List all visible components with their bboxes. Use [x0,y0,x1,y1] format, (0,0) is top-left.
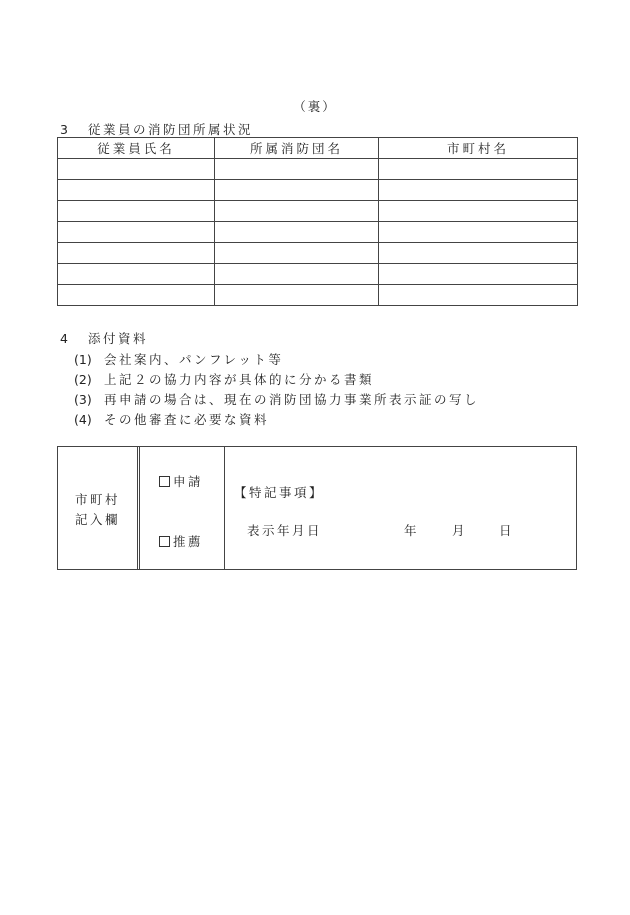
attachment-number: (2) [74,372,92,387]
section-3-title: 従業員の消防団所属状況 [88,122,254,137]
column-header-fire-brigade: 所属消防団名 [215,138,379,159]
section-4-heading [60,329,148,347]
employee-name-cell[interactable] [58,285,215,306]
section-4-title: 添付資料 [88,331,149,346]
box-divider [139,447,140,569]
municipality-cell[interactable] [379,285,578,306]
employee-name-cell[interactable] [58,159,215,180]
table-row [58,222,578,243]
display-date-label: 表示年月日 [247,523,323,538]
municipality-cell[interactable] [379,264,578,285]
fire-brigade-cell[interactable] [215,285,379,306]
checkbox-icon [159,476,170,487]
remarks-title: 【特記事項】 [234,485,325,500]
attachment-item [74,370,374,388]
employee-name-cell[interactable] [58,264,215,285]
month-label: 月 [452,523,465,538]
employee-name-cell[interactable] [58,201,215,222]
fire-brigade-cell[interactable] [215,264,379,285]
fire-brigade-cell[interactable] [215,201,379,222]
recommend-checkbox[interactable] [159,532,203,550]
employee-name-cell[interactable] [58,243,215,264]
fire-brigade-cell[interactable] [215,159,379,180]
municipality-cell[interactable] [379,201,578,222]
staff-fire-brigade-table [57,137,578,306]
table-row [58,180,578,201]
attachment-number: (4) [74,412,92,427]
page-side-label: （裏） [293,99,337,114]
recommend-checkbox-label: 推薦 [173,534,204,549]
municipal-entry-box [57,446,577,570]
attachment-number: (1) [74,352,92,367]
box-divider [137,447,138,569]
attachment-item [74,410,269,428]
checkbox-icon [159,536,170,547]
column-header-municipality: 市町村名 [379,138,578,159]
municipal-label-line2: 記入欄 [74,512,120,527]
box-divider [224,447,225,569]
table-row [58,201,578,222]
fire-brigade-cell[interactable] [215,243,379,264]
section-3-heading [60,120,253,138]
attachment-item [74,350,283,368]
table-row [58,285,578,306]
employee-name-cell[interactable] [58,180,215,201]
attachment-text: 会社案内、パンフレット等 [104,352,284,367]
municipal-entry-label [58,490,137,530]
employee-name-cell[interactable] [58,222,215,243]
municipality-cell[interactable] [379,222,578,243]
municipality-cell[interactable] [379,180,578,201]
table-row [58,243,578,264]
day-label: 日 [499,523,512,538]
apply-checkbox[interactable] [159,472,203,490]
year-label: 年 [404,523,417,538]
table-row [58,264,578,285]
attachment-number: (3) [74,392,92,407]
table-row [58,159,578,180]
table-header-row [58,138,578,159]
section-3-number: 3 [60,122,71,137]
attachment-text: 再申請の場合は、現在の消防団協力事業所表示証の写し [104,392,480,407]
municipal-label-line1: 市町村 [74,492,120,507]
fire-brigade-cell[interactable] [215,222,379,243]
column-header-employee-name: 従業員氏名 [58,138,215,159]
municipality-cell[interactable] [379,159,578,180]
attachment-text: 上記２の協力内容が具体的に分かる書類 [104,372,375,387]
attachment-item [74,390,479,408]
section-4-number: 4 [60,331,71,346]
apply-checkbox-label: 申請 [173,474,204,489]
municipality-cell[interactable] [379,243,578,264]
attachment-text: その他審査に必要な資料 [104,412,270,427]
fire-brigade-cell[interactable] [215,180,379,201]
